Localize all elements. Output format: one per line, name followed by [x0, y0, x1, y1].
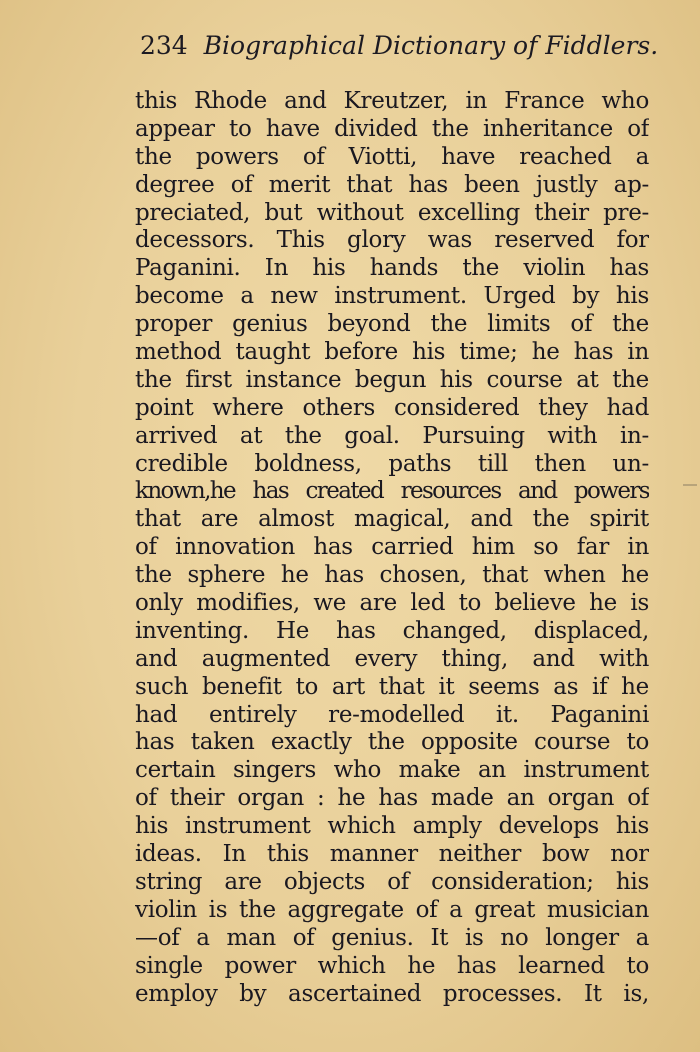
text-line: arrived at the goal. Pursuing with in- — [135, 422, 649, 449]
text-line: ideas. In this manner neither bow nor — [135, 841, 649, 868]
text-line: only modifies, we are led to believe he is — [135, 590, 649, 617]
text-line: credible boldness, paths till then un- — [135, 450, 649, 477]
text-line: certain singers who make an instrument — [135, 757, 649, 784]
text-line: of innovation has carried him so far in — [135, 534, 649, 561]
text-line: the powers of Viotti, have reached a — [135, 143, 649, 170]
text-line: method taught before his time; he has in — [135, 339, 649, 366]
margin-mark — [683, 484, 697, 486]
text-line: proper genius beyond the limits of the — [135, 311, 649, 338]
text-line: his instrument which amply develops his — [135, 813, 649, 840]
page-number: 234 — [140, 31, 188, 60]
text-line: had entirely re-modelled it. Paganini — [135, 701, 649, 728]
text-line: decessors. This glory was reserved for — [135, 227, 649, 254]
text-line: the sphere he has chosen, that when he — [135, 562, 649, 589]
text-line: employ by ascertained processes. It is, — [135, 980, 649, 1007]
text-line: this Rhode and Kreutzer, in France who — [135, 88, 649, 114]
text-line: known,he has created resources and powers — [135, 478, 649, 505]
text-line: violin is the aggregate of a great musician — [135, 896, 649, 923]
text-line: inventing. He has changed, displaced, — [135, 617, 649, 644]
text-line: such benefit to art that it seems as if he — [135, 673, 649, 700]
text-line: has taken exactly the opposite course to — [135, 729, 649, 756]
text-line: that are almost magical, and the spirit — [135, 506, 649, 533]
text-line: of their organ : he has made an organ of — [135, 785, 649, 812]
text-line: degree of merit that has been justly ap- — [135, 171, 649, 198]
text-line: preciated, but without excelling their pre- — [135, 199, 649, 226]
text-line: become a new instrument. Urged by his — [135, 283, 649, 310]
running-header — [140, 30, 659, 62]
text-line: —of a man of genius. It is no longer a — [135, 924, 649, 951]
text-line: the first instance begun his course at the — [135, 366, 649, 393]
text-line: point where others considered they had — [135, 394, 649, 421]
text-line: string are objects of consideration; his — [135, 868, 649, 895]
text-line: and augmented every thing, and with — [135, 645, 649, 672]
text-line: Paganini. In his hands the violin has — [135, 255, 649, 282]
body-text — [135, 88, 649, 1018]
text-line: appear to have divided the inheritance of — [135, 115, 649, 142]
running-title: Biographical Dictionary of Fiddlers. — [203, 31, 659, 60]
text-line: single power which he has learned to — [135, 952, 649, 979]
